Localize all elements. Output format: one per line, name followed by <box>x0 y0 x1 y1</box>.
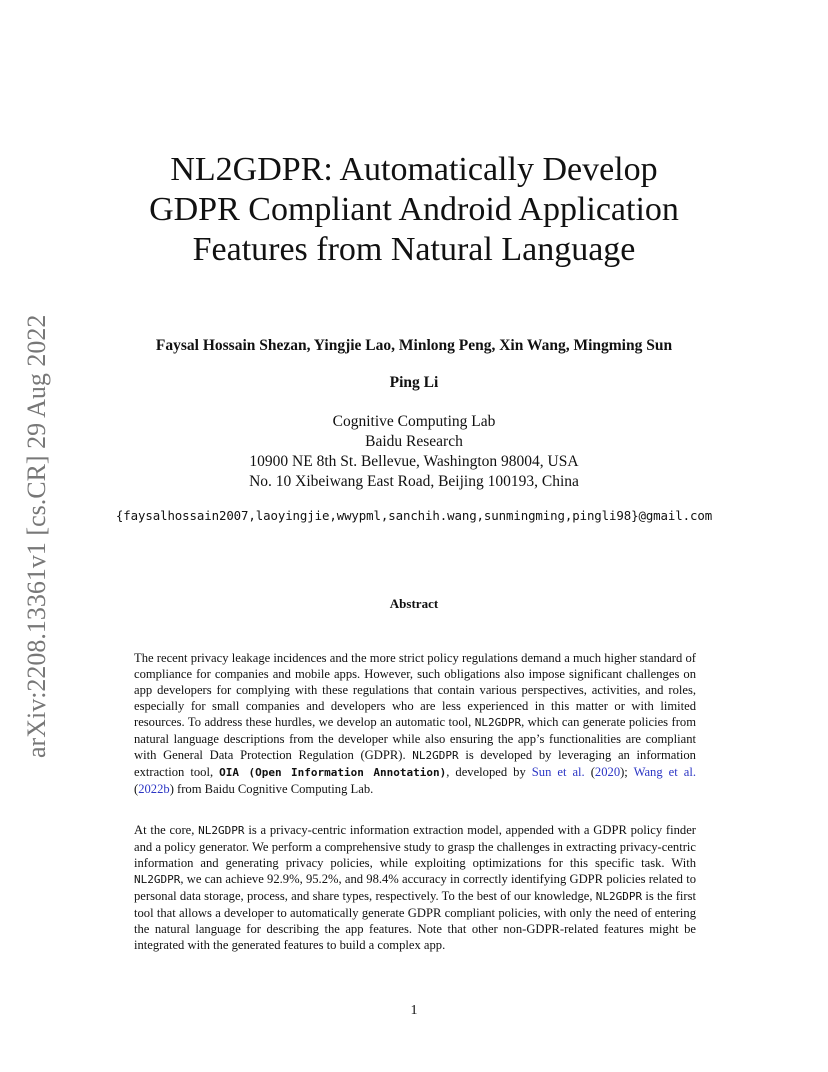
affiliation-lab: Cognitive Computing Lab <box>332 413 496 430</box>
abstract-text: ); <box>620 765 634 779</box>
abstract-paragraph-2 <box>134 822 696 953</box>
tool-name: NL2GDPR <box>474 716 522 729</box>
citation-sun-year-link[interactable]: 2020 <box>594 765 621 779</box>
citation-wang-year-link[interactable]: 2022b <box>138 782 170 796</box>
page-number: 1 <box>410 1003 418 1018</box>
affiliation-address-1: 10900 NE 8th St. Bellevue, Washington 98004, USA <box>249 453 579 470</box>
tool-name: NL2GDPR <box>134 873 181 886</box>
abstract-text: from Baidu Cognitive Computing Lab. <box>173 782 374 796</box>
citation-wang-link[interactable]: Wang et al. <box>633 765 696 779</box>
abstract-text: ( <box>584 765 595 779</box>
affiliation-address-2: No. 10 Xibeiwang East Road, Beijing 100193, China <box>249 473 579 490</box>
title-line-3: Features from Natural Language <box>192 231 636 268</box>
oia-name: OIA (Open Information Annotation) <box>219 766 447 779</box>
author-emails: {faysalhossain2007,laoyingjie,wwypml,sanchih.wang,sunmingming,pingli98}@gmail.com <box>115 508 713 523</box>
tool-name: NL2GDPR <box>595 890 643 903</box>
abstract-text: ( <box>134 782 139 796</box>
abstract-text: is a privacy-centric information extraction model, appended with a GDPR policy finder and a policy generator. We perform a comprehensive study to grasp the challenges in extracting privacy-centric information and generating privacy policies, while exploiting optimizations for this specific task. With <box>134 823 697 870</box>
affiliation-block <box>90 412 738 492</box>
tool-name: NL2GDPR <box>412 749 459 762</box>
arxiv-stamp: arXiv:2208.13361v1 [cs.CR] 29 Aug 2022 <box>22 314 51 758</box>
abstract-text: ) <box>169 782 174 796</box>
affiliation-org: Baidu Research <box>365 433 463 450</box>
citation-sun-link[interactable]: Sun et al. <box>531 765 585 779</box>
title-line-2: GDPR Compliant Android Application <box>149 191 679 228</box>
abstract-text: At the core, <box>134 823 199 837</box>
abstract-text: , developed by <box>446 765 532 779</box>
tool-name: NL2GDPR <box>198 824 245 837</box>
title-line-1: NL2GDPR: Automatically Develop <box>170 151 658 188</box>
abstract-text: is the first tool that allows a developer to automatically generate GDPR compliant policies, with only the need of entering the natural language for describing the app features. Note that other non-GDPR-related features might be integrated with the generated features to build a complex app. <box>134 889 696 952</box>
abstract-text: is developed by leveraging an information extraction tool, <box>134 748 696 779</box>
abstract-text: , we can achieve 92.9%, 95.2%, and 98.4% accuracy in correctly identifying GDPR policies related to personal data storage, process, and share types, respectively. To the best of our knowledge, <box>134 872 696 903</box>
abstract-text: The recent privacy leakage incidences and the more strict policy regulations demand a much higher standard of compliance for companies and mobile apps. However, such obligations also impose significant challenges on app developers for complying with these regulations that contain various perspectives, activities, and roles, especially for small companies and developers who are less experienced in this matter or with limited resources. To address these hurdles, we develop an automatic tool, <box>134 651 696 729</box>
authors-line-1: Faysal Hossain Shezan, Yingjie Lao, Minlong Peng, Xin Wang, Mingming Sun <box>155 337 673 354</box>
abstract-heading: Abstract <box>389 596 439 611</box>
paper-title <box>90 150 738 270</box>
authors-line-2: Ping Li <box>389 374 439 391</box>
abstract-paragraph-1 <box>134 650 696 797</box>
abstract-text: , which can generate policies from natural language descriptions from the developer while also ensuring the app’s functionalities are compliant with General Data Protection Regulation (GDPR). <box>134 715 696 762</box>
